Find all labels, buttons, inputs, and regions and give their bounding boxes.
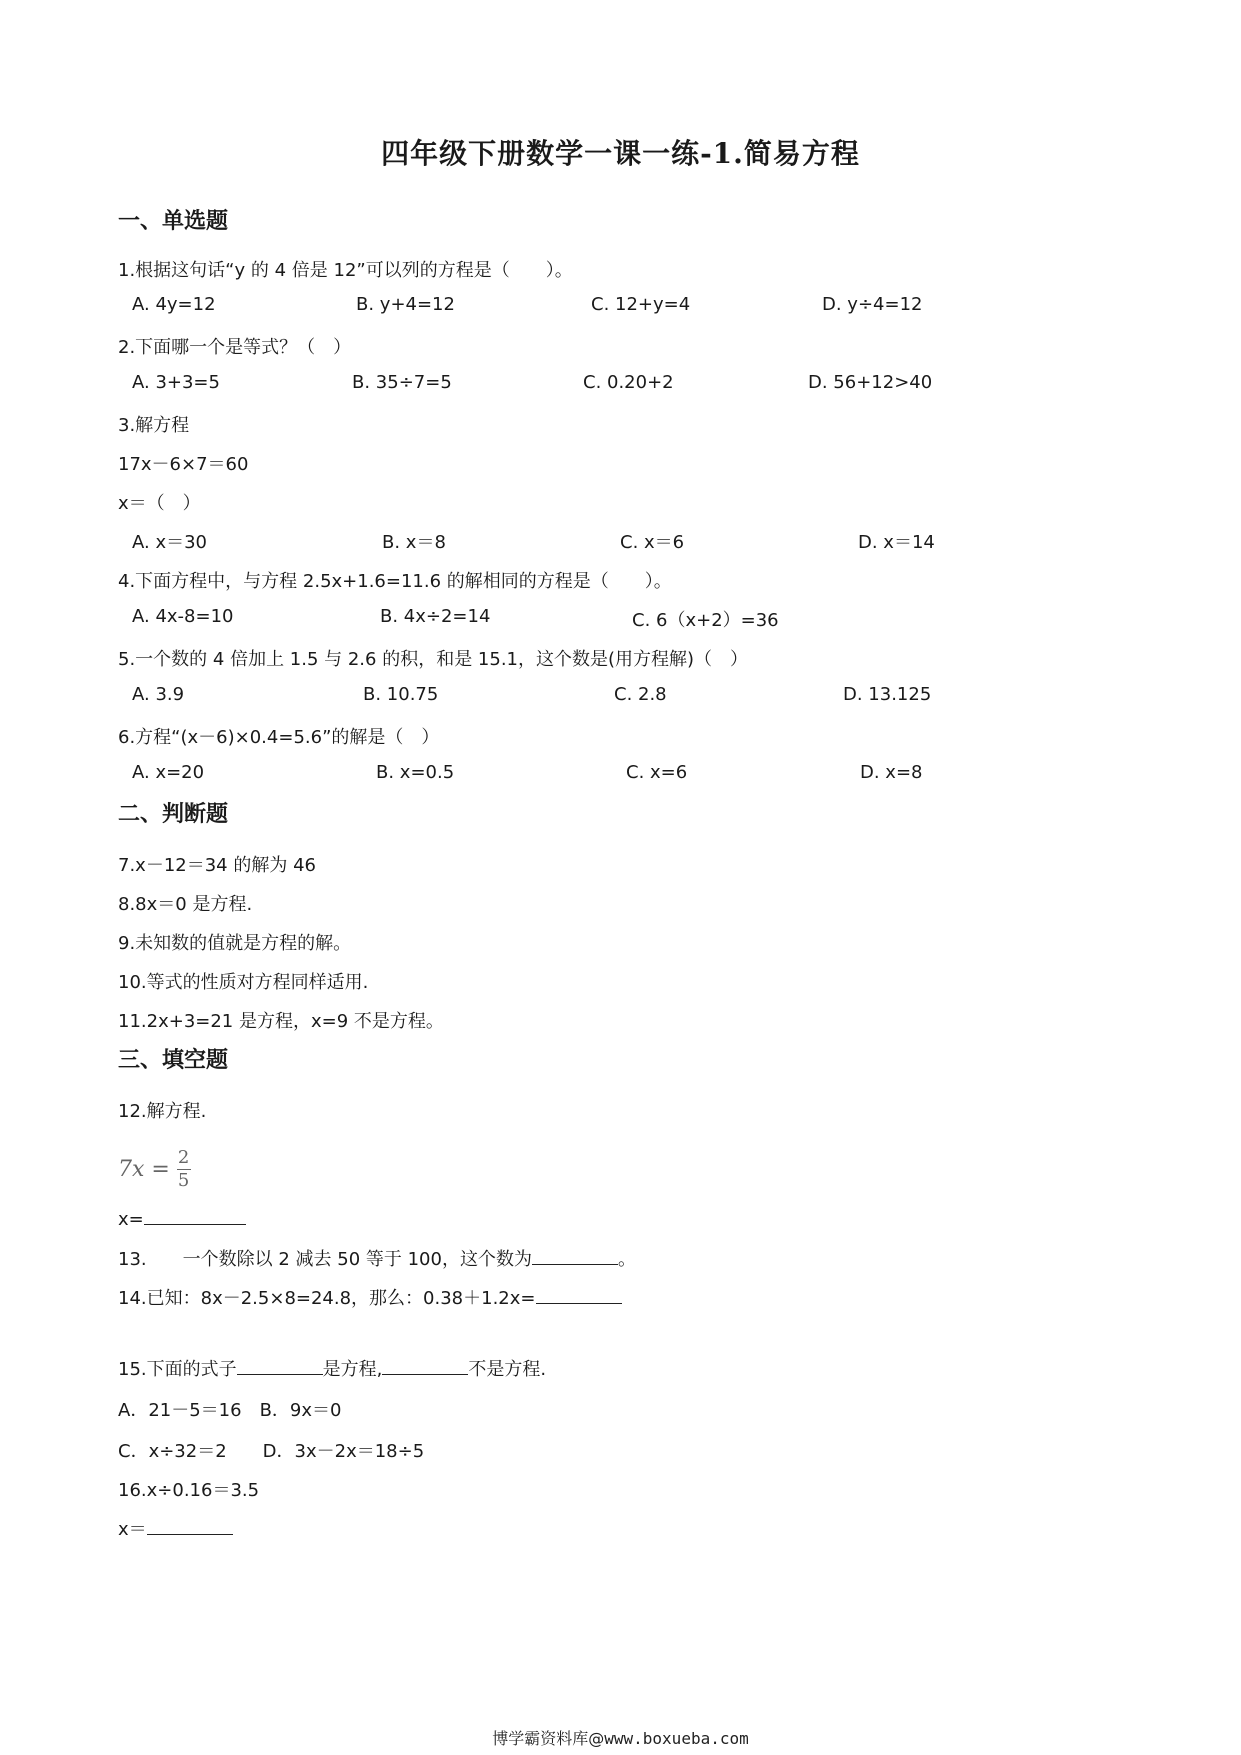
q6-option-b: B. x=0.5 xyxy=(376,762,455,783)
q2-option-d: D. 56+12>40 xyxy=(808,372,933,393)
question-9: 9.未知数的值就是方程的解。 xyxy=(118,933,352,954)
q6-option-d: D. x=8 xyxy=(860,762,923,783)
footer-url[interactable]: www.boxueba.com xyxy=(604,1729,749,1748)
question-13 xyxy=(118,1245,636,1271)
fraction-numerator: 2 xyxy=(177,1146,190,1168)
section-heading-single-choice: 一、单选题 xyxy=(118,208,229,234)
q1-option-b: B. y+4=12 xyxy=(356,294,455,315)
q4-option-a: A. 4x-8=10 xyxy=(132,606,234,627)
q2-option-c: C. 0.20+2 xyxy=(583,372,674,393)
question-3-answer: x＝（ ） xyxy=(118,493,201,514)
question-12-formula xyxy=(118,1146,191,1192)
question-5: 5.一个数的 4 倍加上 1.5 与 2.6 的积，和是 15.1，这个数是(用方程解)（ ） xyxy=(118,649,749,670)
page-title: 四年级下册数学一课一练-1.简易方程 xyxy=(381,137,860,170)
q5-option-b: B. 10.75 xyxy=(363,684,439,705)
answer-prefix: x= xyxy=(118,1209,144,1230)
fraction-denominator: 5 xyxy=(177,1169,190,1191)
q1-option-d: D. y÷4=12 xyxy=(822,294,923,315)
q3-option-a: A. x＝30 xyxy=(132,532,207,553)
question-12: 12.解方程. xyxy=(118,1101,207,1122)
answer-blank[interactable] xyxy=(536,1285,622,1304)
answer-blank[interactable] xyxy=(144,1206,246,1225)
answer-blank-not-equation[interactable] xyxy=(382,1356,468,1375)
q6-option-a: A. x=20 xyxy=(132,762,205,783)
question-2: 2.下面哪一个是等式？（ ） xyxy=(118,337,352,358)
question-16: 16.x÷0.16＝3.5 xyxy=(118,1480,260,1501)
question-6: 6.方程“(x－6)×0.4=5.6”的解是（ ） xyxy=(118,727,440,748)
question-10: 10.等式的性质对方程同样适用. xyxy=(118,972,369,993)
answer-prefix: x＝ xyxy=(118,1519,147,1540)
question-1: 1.根据这句话“y 的 4 倍是 12”可以列的方程是（ ）。 xyxy=(118,260,573,281)
q3-option-d: D. x＝14 xyxy=(858,532,935,553)
question-13-text: 13. 一个数除以 2 减去 50 等于 100，这个数为 xyxy=(118,1249,532,1270)
question-15-text-c: 不是方程. xyxy=(468,1359,547,1380)
q1-option-c: C. 12+y=4 xyxy=(591,294,691,315)
answer-blank[interactable] xyxy=(147,1516,233,1535)
question-12-answer xyxy=(118,1206,246,1230)
question-15-text-b: 是方程, xyxy=(322,1359,383,1380)
q5-option-c: C. 2.8 xyxy=(614,684,667,705)
question-16-answer xyxy=(118,1515,233,1541)
section-heading-true-false: 二、判断题 xyxy=(118,801,229,827)
q4-option-c: C. 6（x+2）=36 xyxy=(632,610,779,631)
q5-option-a: A. 3.9 xyxy=(132,684,185,705)
question-15-text-a: 15.下面的式子 xyxy=(118,1359,237,1380)
question-15-options-row-1: A．21－5＝16 B．9x＝0 xyxy=(118,1400,342,1421)
question-8: 8.8x＝0 是方程. xyxy=(118,894,253,915)
q2-option-a: A. 3+3=5 xyxy=(132,372,220,393)
q2-option-b: B. 35÷7=5 xyxy=(352,372,452,393)
question-7: 7.x－12＝34 的解为 46 xyxy=(118,855,316,876)
formula-lhs: 7x = xyxy=(118,1156,170,1182)
q1-option-a: A. 4y=12 xyxy=(132,294,216,315)
question-3: 3.解方程 xyxy=(118,415,190,436)
question-15 xyxy=(118,1355,546,1381)
formula-fraction xyxy=(176,1146,191,1191)
question-11: 11.2x+3=21 是方程，x=9 不是方程。 xyxy=(118,1011,444,1032)
page-footer xyxy=(0,1726,1241,1749)
question-3-equation: 17x－6×7＝60 xyxy=(118,454,249,475)
q4-option-b: B. 4x÷2=14 xyxy=(380,606,491,627)
question-13-suffix: 。 xyxy=(617,1249,636,1270)
footer-label: 博学霸资料库@ xyxy=(492,1729,605,1748)
question-4: 4.下面方程中，与方程 2.5x+1.6=11.6 的解相同的方程是（ ）。 xyxy=(118,571,672,592)
q3-option-c: C. x＝6 xyxy=(620,532,685,553)
section-heading-fill-blank: 三、填空题 xyxy=(118,1047,229,1073)
question-14-text: 14.已知：8x－2.5×8=24.8，那么：0.38＋1.2x= xyxy=(118,1288,536,1309)
question-15-options-row-2: C．x÷32＝2 D．3x－2x＝18÷5 xyxy=(118,1441,425,1462)
question-14 xyxy=(118,1284,622,1310)
q6-option-c: C. x=6 xyxy=(626,762,688,783)
answer-blank[interactable] xyxy=(532,1246,618,1265)
q5-option-d: D. 13.125 xyxy=(843,684,932,705)
q3-option-b: B. x＝8 xyxy=(382,532,446,553)
answer-blank-equation[interactable] xyxy=(237,1356,323,1375)
